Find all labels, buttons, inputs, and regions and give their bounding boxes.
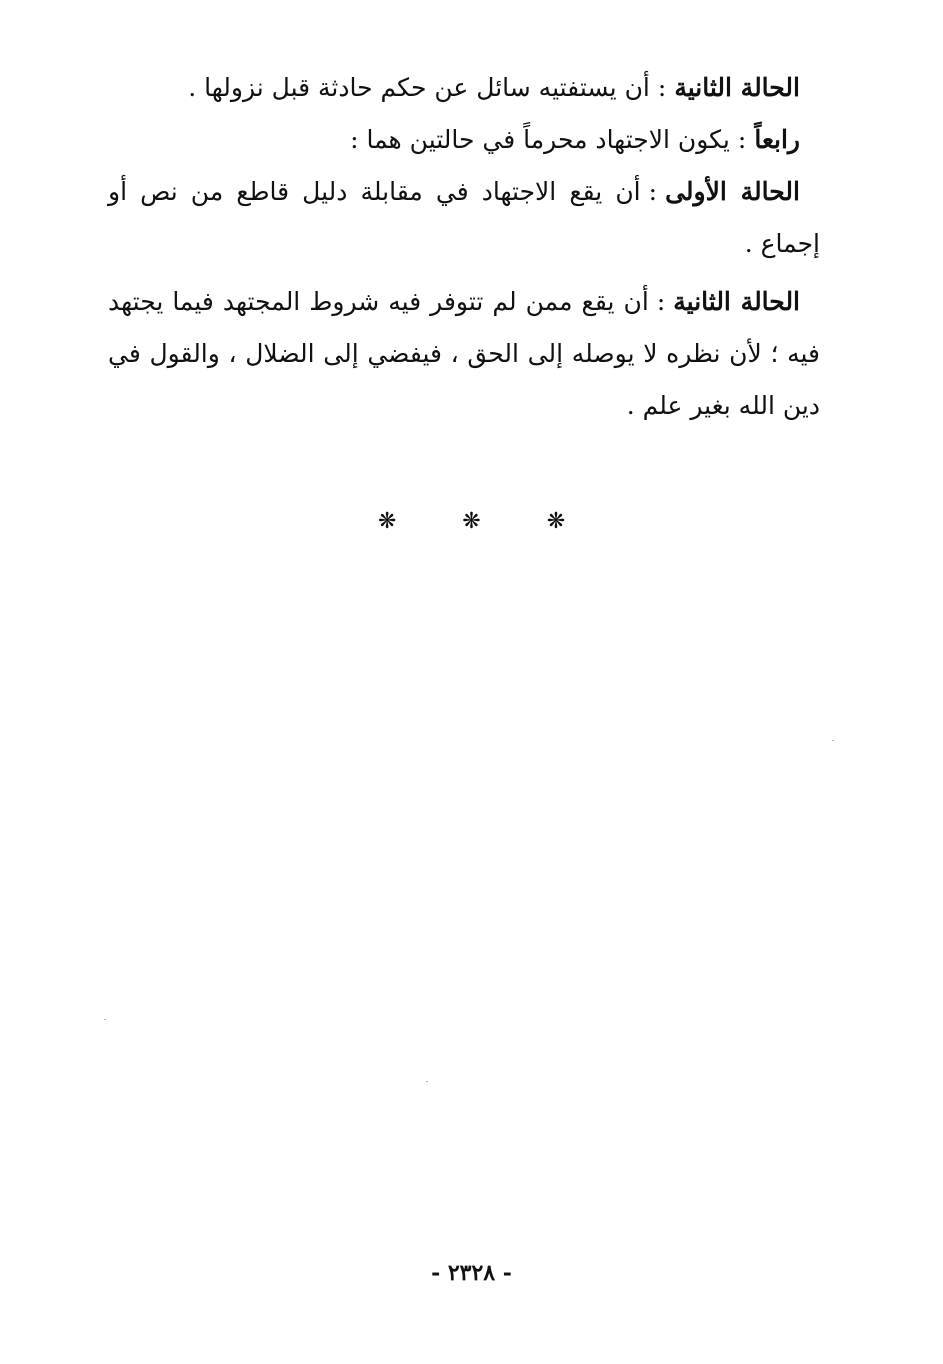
scan-speck — [426, 1081, 428, 1082]
separator: : — [648, 177, 658, 206]
separator: : — [657, 73, 667, 102]
paragraph-heading: الحالة الأولى — [665, 177, 800, 206]
asterism-icon: ❋ — [546, 509, 566, 534]
paragraph-text: يكون الاجتهاد محرماً في حالتين هما : — [350, 125, 730, 154]
separator: : — [737, 125, 747, 154]
asterism-icon: ❋ — [377, 509, 397, 534]
paragraph — [108, 62, 820, 114]
separator: : — [656, 287, 666, 316]
paragraph — [108, 114, 820, 166]
paragraph-text: أن يقع الاجتهاد في مقابلة دليل قاطع من نص أو إجماع . — [108, 177, 820, 258]
body-text — [108, 62, 820, 432]
paragraph-heading: الحالة الثانية — [674, 73, 800, 102]
scan-speck — [104, 1019, 106, 1020]
paragraph-text: أن يقع ممن لم تتوفر فيه شروط المجتهد فيما يجتهد فيه ؛ لأن نظره لا يوصله إلى الحق ، فيفضي إلى الضلال ، والقول في دين الله بغير علم . — [108, 287, 820, 420]
scan-speck — [832, 740, 834, 741]
page-number: - ٢٣٢٨ - — [431, 1260, 512, 1286]
paragraph — [108, 166, 820, 270]
paragraph-heading: رابعاً — [754, 125, 800, 154]
paragraph-heading: الحالة الثانية — [673, 287, 801, 316]
paragraph — [108, 276, 820, 432]
section-divider — [0, 508, 943, 536]
asterism-icon: ❋ — [462, 509, 481, 534]
paragraph-text: أن يستفتيه سائل عن حكم حادثة قبل نزولها . — [188, 73, 650, 102]
